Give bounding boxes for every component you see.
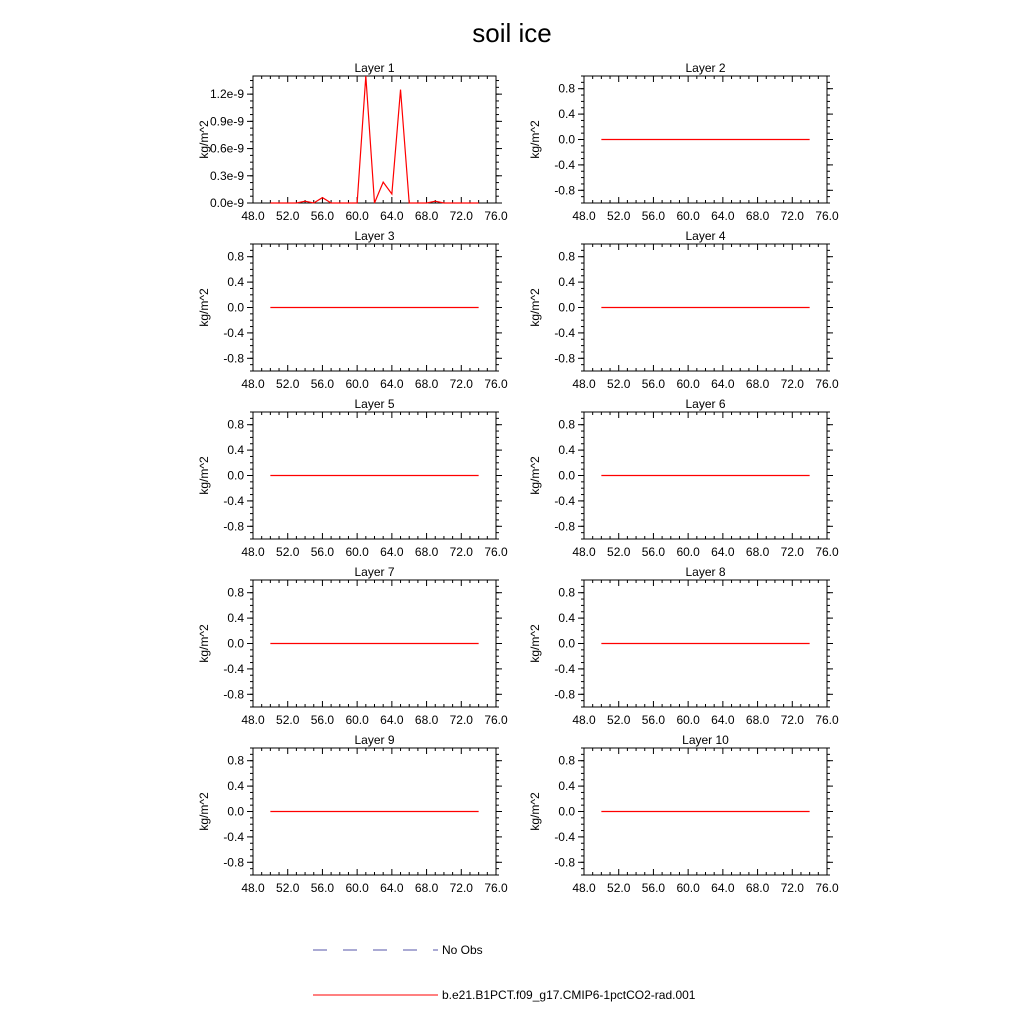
x-tick-label: 60.0 <box>676 881 700 895</box>
y-tick-label: -0.8 <box>554 183 575 198</box>
y-axis-label: kg/m^2 <box>197 120 211 159</box>
x-tick-label: 56.0 <box>310 545 335 559</box>
y-tick-label: -0.8 <box>223 687 244 702</box>
panel-title: Layer 6 <box>685 397 726 411</box>
x-tick-label: 72.0 <box>780 377 804 391</box>
x-tick-label: 56.0 <box>641 713 666 727</box>
x-tick-label: 56.0 <box>641 545 666 559</box>
y-tick-label: 0.8 <box>558 249 575 264</box>
x-tick-label: 48.0 <box>241 881 265 895</box>
x-tick-label: 64.0 <box>711 713 735 727</box>
y-axis-label: kg/m^2 <box>197 624 211 663</box>
x-tick-label: 52.0 <box>276 209 300 223</box>
x-tick-label: 52.0 <box>607 881 631 895</box>
x-tick-label: 68.0 <box>414 209 439 223</box>
x-tick-label: 72.0 <box>780 545 804 559</box>
panel-layer-10 <box>528 733 839 895</box>
x-tick-label: 52.0 <box>607 377 631 391</box>
x-tick-label: 64.0 <box>711 377 735 391</box>
x-tick-label: 60.0 <box>676 209 700 223</box>
x-tick-label: 48.0 <box>241 209 265 223</box>
panel-title: Layer 3 <box>354 229 395 243</box>
panel-title: Layer 4 <box>685 229 726 243</box>
x-tick-label: 76.0 <box>815 881 839 895</box>
y-axis-label: kg/m^2 <box>528 120 542 159</box>
x-tick-label: 52.0 <box>276 377 300 391</box>
y-tick-label: 0.8 <box>558 81 575 96</box>
x-tick-label: 76.0 <box>484 881 508 895</box>
y-axis-label: kg/m^2 <box>528 288 542 327</box>
x-tick-label: 72.0 <box>449 881 473 895</box>
x-tick-label: 56.0 <box>310 209 335 223</box>
x-tick-label: 72.0 <box>780 713 804 727</box>
y-tick-label: -0.8 <box>554 351 575 366</box>
legend <box>313 943 696 1002</box>
x-tick-label: 64.0 <box>711 881 735 895</box>
x-tick-label: 68.0 <box>745 209 770 223</box>
legend-label: b.e21.B1PCT.f09_g17.CMIP6-1pctCO2-rad.001 <box>442 988 696 1002</box>
y-tick-label: 0.8 <box>558 417 575 432</box>
x-tick-label: 76.0 <box>484 209 508 223</box>
x-tick-label: 64.0 <box>380 545 404 559</box>
x-tick-label: 72.0 <box>449 713 473 727</box>
y-tick-label: 0.8 <box>227 249 244 264</box>
x-tick-label: 72.0 <box>449 545 473 559</box>
panel-layer-6 <box>528 397 839 559</box>
x-tick-label: 52.0 <box>276 881 300 895</box>
panel-layer-1 <box>197 61 508 223</box>
y-tick-label: 0.0 <box>227 804 244 819</box>
y-tick-label: 0.0 <box>558 132 575 147</box>
y-tick-label: 0.0e-9 <box>209 196 244 210</box>
plot-frame <box>253 76 496 203</box>
panel-layer-5 <box>197 397 508 559</box>
x-tick-label: 60.0 <box>676 377 700 391</box>
y-axis-label: kg/m^2 <box>197 456 211 495</box>
y-tick-label: 0.4 <box>558 779 575 794</box>
panel-title: Layer 10 <box>682 733 729 747</box>
x-tick-label: 76.0 <box>484 377 508 391</box>
panel-grid <box>197 61 839 895</box>
x-tick-label: 60.0 <box>676 713 700 727</box>
x-tick-label: 56.0 <box>641 209 666 223</box>
x-tick-label: 68.0 <box>745 545 770 559</box>
x-tick-label: 52.0 <box>276 713 300 727</box>
x-tick-label: 48.0 <box>572 377 596 391</box>
x-tick-label: 56.0 <box>641 881 666 895</box>
x-tick-label: 60.0 <box>345 713 369 727</box>
x-tick-label: 60.0 <box>676 545 700 559</box>
x-tick-label: 64.0 <box>380 209 404 223</box>
x-tick-label: 68.0 <box>745 881 770 895</box>
x-tick-label: 56.0 <box>310 377 335 391</box>
x-tick-label: 68.0 <box>414 881 439 895</box>
x-tick-label: 72.0 <box>780 881 804 895</box>
y-axis-label: kg/m^2 <box>528 456 542 495</box>
panel-layer-9 <box>197 733 508 895</box>
x-tick-label: 64.0 <box>380 377 404 391</box>
panel-layer-8 <box>528 565 839 727</box>
y-tick-label: -0.4 <box>554 325 575 340</box>
y-tick-label: -0.4 <box>223 325 244 340</box>
x-tick-label: 48.0 <box>572 545 596 559</box>
y-tick-label: -0.4 <box>554 493 575 508</box>
x-tick-label: 56.0 <box>310 713 335 727</box>
y-tick-label: 0.0 <box>558 636 575 651</box>
panel-title: Layer 2 <box>685 61 726 75</box>
x-tick-label: 72.0 <box>780 209 804 223</box>
x-tick-label: 60.0 <box>345 881 369 895</box>
x-tick-label: 76.0 <box>815 545 839 559</box>
y-tick-label: 0.8 <box>227 417 244 432</box>
panel-title: Layer 1 <box>354 61 395 75</box>
x-tick-label: 68.0 <box>745 713 770 727</box>
y-tick-label: 0.8 <box>227 753 244 768</box>
y-tick-label: 0.0 <box>227 468 244 483</box>
y-tick-label: 0.4 <box>227 611 244 626</box>
y-tick-label: 0.0 <box>558 468 575 483</box>
x-tick-label: 76.0 <box>484 713 508 727</box>
y-tick-label: 0.4 <box>227 443 244 458</box>
y-tick-label: -0.4 <box>554 829 575 844</box>
x-tick-label: 48.0 <box>241 713 265 727</box>
y-tick-label: 0.0 <box>558 300 575 315</box>
y-tick-label: 0.4 <box>558 107 575 122</box>
panel-layer-2 <box>528 61 839 223</box>
x-tick-label: 76.0 <box>815 713 839 727</box>
x-tick-label: 56.0 <box>310 881 335 895</box>
y-tick-label: 0.8 <box>558 753 575 768</box>
legend-label: No Obs <box>442 943 483 957</box>
y-tick-label: -0.8 <box>554 855 575 870</box>
x-tick-label: 48.0 <box>241 545 265 559</box>
y-tick-label: -0.8 <box>554 687 575 702</box>
panel-layer-3 <box>197 229 508 391</box>
x-tick-label: 52.0 <box>276 545 300 559</box>
panel-title: Layer 9 <box>354 733 395 747</box>
y-tick-label: 0.4 <box>227 779 244 794</box>
y-tick-label: -0.4 <box>223 829 244 844</box>
x-tick-label: 68.0 <box>414 545 439 559</box>
y-tick-label: 0.0 <box>227 300 244 315</box>
y-tick-label: 0.0 <box>227 636 244 651</box>
x-tick-label: 48.0 <box>572 209 596 223</box>
panel-title: Layer 5 <box>354 397 395 411</box>
y-axis-label: kg/m^2 <box>528 792 542 831</box>
x-tick-label: 76.0 <box>815 377 839 391</box>
y-tick-label: 0.6e-9 <box>209 141 244 156</box>
figure-title: soil ice <box>472 18 552 48</box>
y-tick-label: -0.4 <box>223 493 244 508</box>
y-tick-label: -0.8 <box>223 519 244 534</box>
y-tick-label: -0.4 <box>223 661 244 676</box>
x-tick-label: 56.0 <box>641 377 666 391</box>
panel-title: Layer 8 <box>685 565 726 579</box>
x-tick-label: 68.0 <box>414 713 439 727</box>
x-tick-label: 64.0 <box>380 713 404 727</box>
x-tick-label: 60.0 <box>345 209 369 223</box>
x-tick-label: 48.0 <box>572 881 596 895</box>
y-axis-label: kg/m^2 <box>528 624 542 663</box>
y-tick-label: -0.8 <box>554 519 575 534</box>
x-tick-label: 52.0 <box>607 545 631 559</box>
y-tick-label: 0.4 <box>558 611 575 626</box>
y-tick-label: -0.4 <box>554 157 575 172</box>
y-tick-label: 0.4 <box>558 275 575 290</box>
y-tick-label: 1.2e-9 <box>209 87 244 102</box>
x-tick-label: 52.0 <box>607 713 631 727</box>
y-tick-label: -0.8 <box>223 351 244 366</box>
x-tick-label: 64.0 <box>711 209 735 223</box>
panel-title: Layer 7 <box>354 565 395 579</box>
x-tick-label: 52.0 <box>607 209 631 223</box>
x-tick-label: 72.0 <box>449 209 473 223</box>
x-tick-label: 64.0 <box>380 881 404 895</box>
y-tick-label: 0.3e-9 <box>209 168 244 183</box>
x-tick-label: 76.0 <box>815 209 839 223</box>
y-tick-label: 0.9e-9 <box>209 114 244 129</box>
series-line <box>270 76 478 203</box>
y-tick-label: 0.8 <box>558 585 575 600</box>
x-tick-label: 48.0 <box>572 713 596 727</box>
y-axis-label: kg/m^2 <box>197 288 211 327</box>
panel-layer-4 <box>528 229 839 391</box>
panel-layer-7 <box>197 565 508 727</box>
y-tick-label: -0.8 <box>223 855 244 870</box>
x-tick-label: 68.0 <box>414 377 439 391</box>
y-axis-label: kg/m^2 <box>197 792 211 831</box>
y-tick-label: 0.0 <box>558 804 575 819</box>
x-tick-label: 64.0 <box>711 545 735 559</box>
y-tick-label: 0.8 <box>227 585 244 600</box>
x-tick-label: 72.0 <box>449 377 473 391</box>
x-tick-label: 48.0 <box>241 377 265 391</box>
x-tick-label: 60.0 <box>345 545 369 559</box>
y-tick-label: -0.4 <box>554 661 575 676</box>
y-tick-label: 0.4 <box>227 275 244 290</box>
x-tick-label: 68.0 <box>745 377 770 391</box>
x-tick-label: 76.0 <box>484 545 508 559</box>
y-tick-label: 0.4 <box>558 443 575 458</box>
x-tick-label: 60.0 <box>345 377 369 391</box>
